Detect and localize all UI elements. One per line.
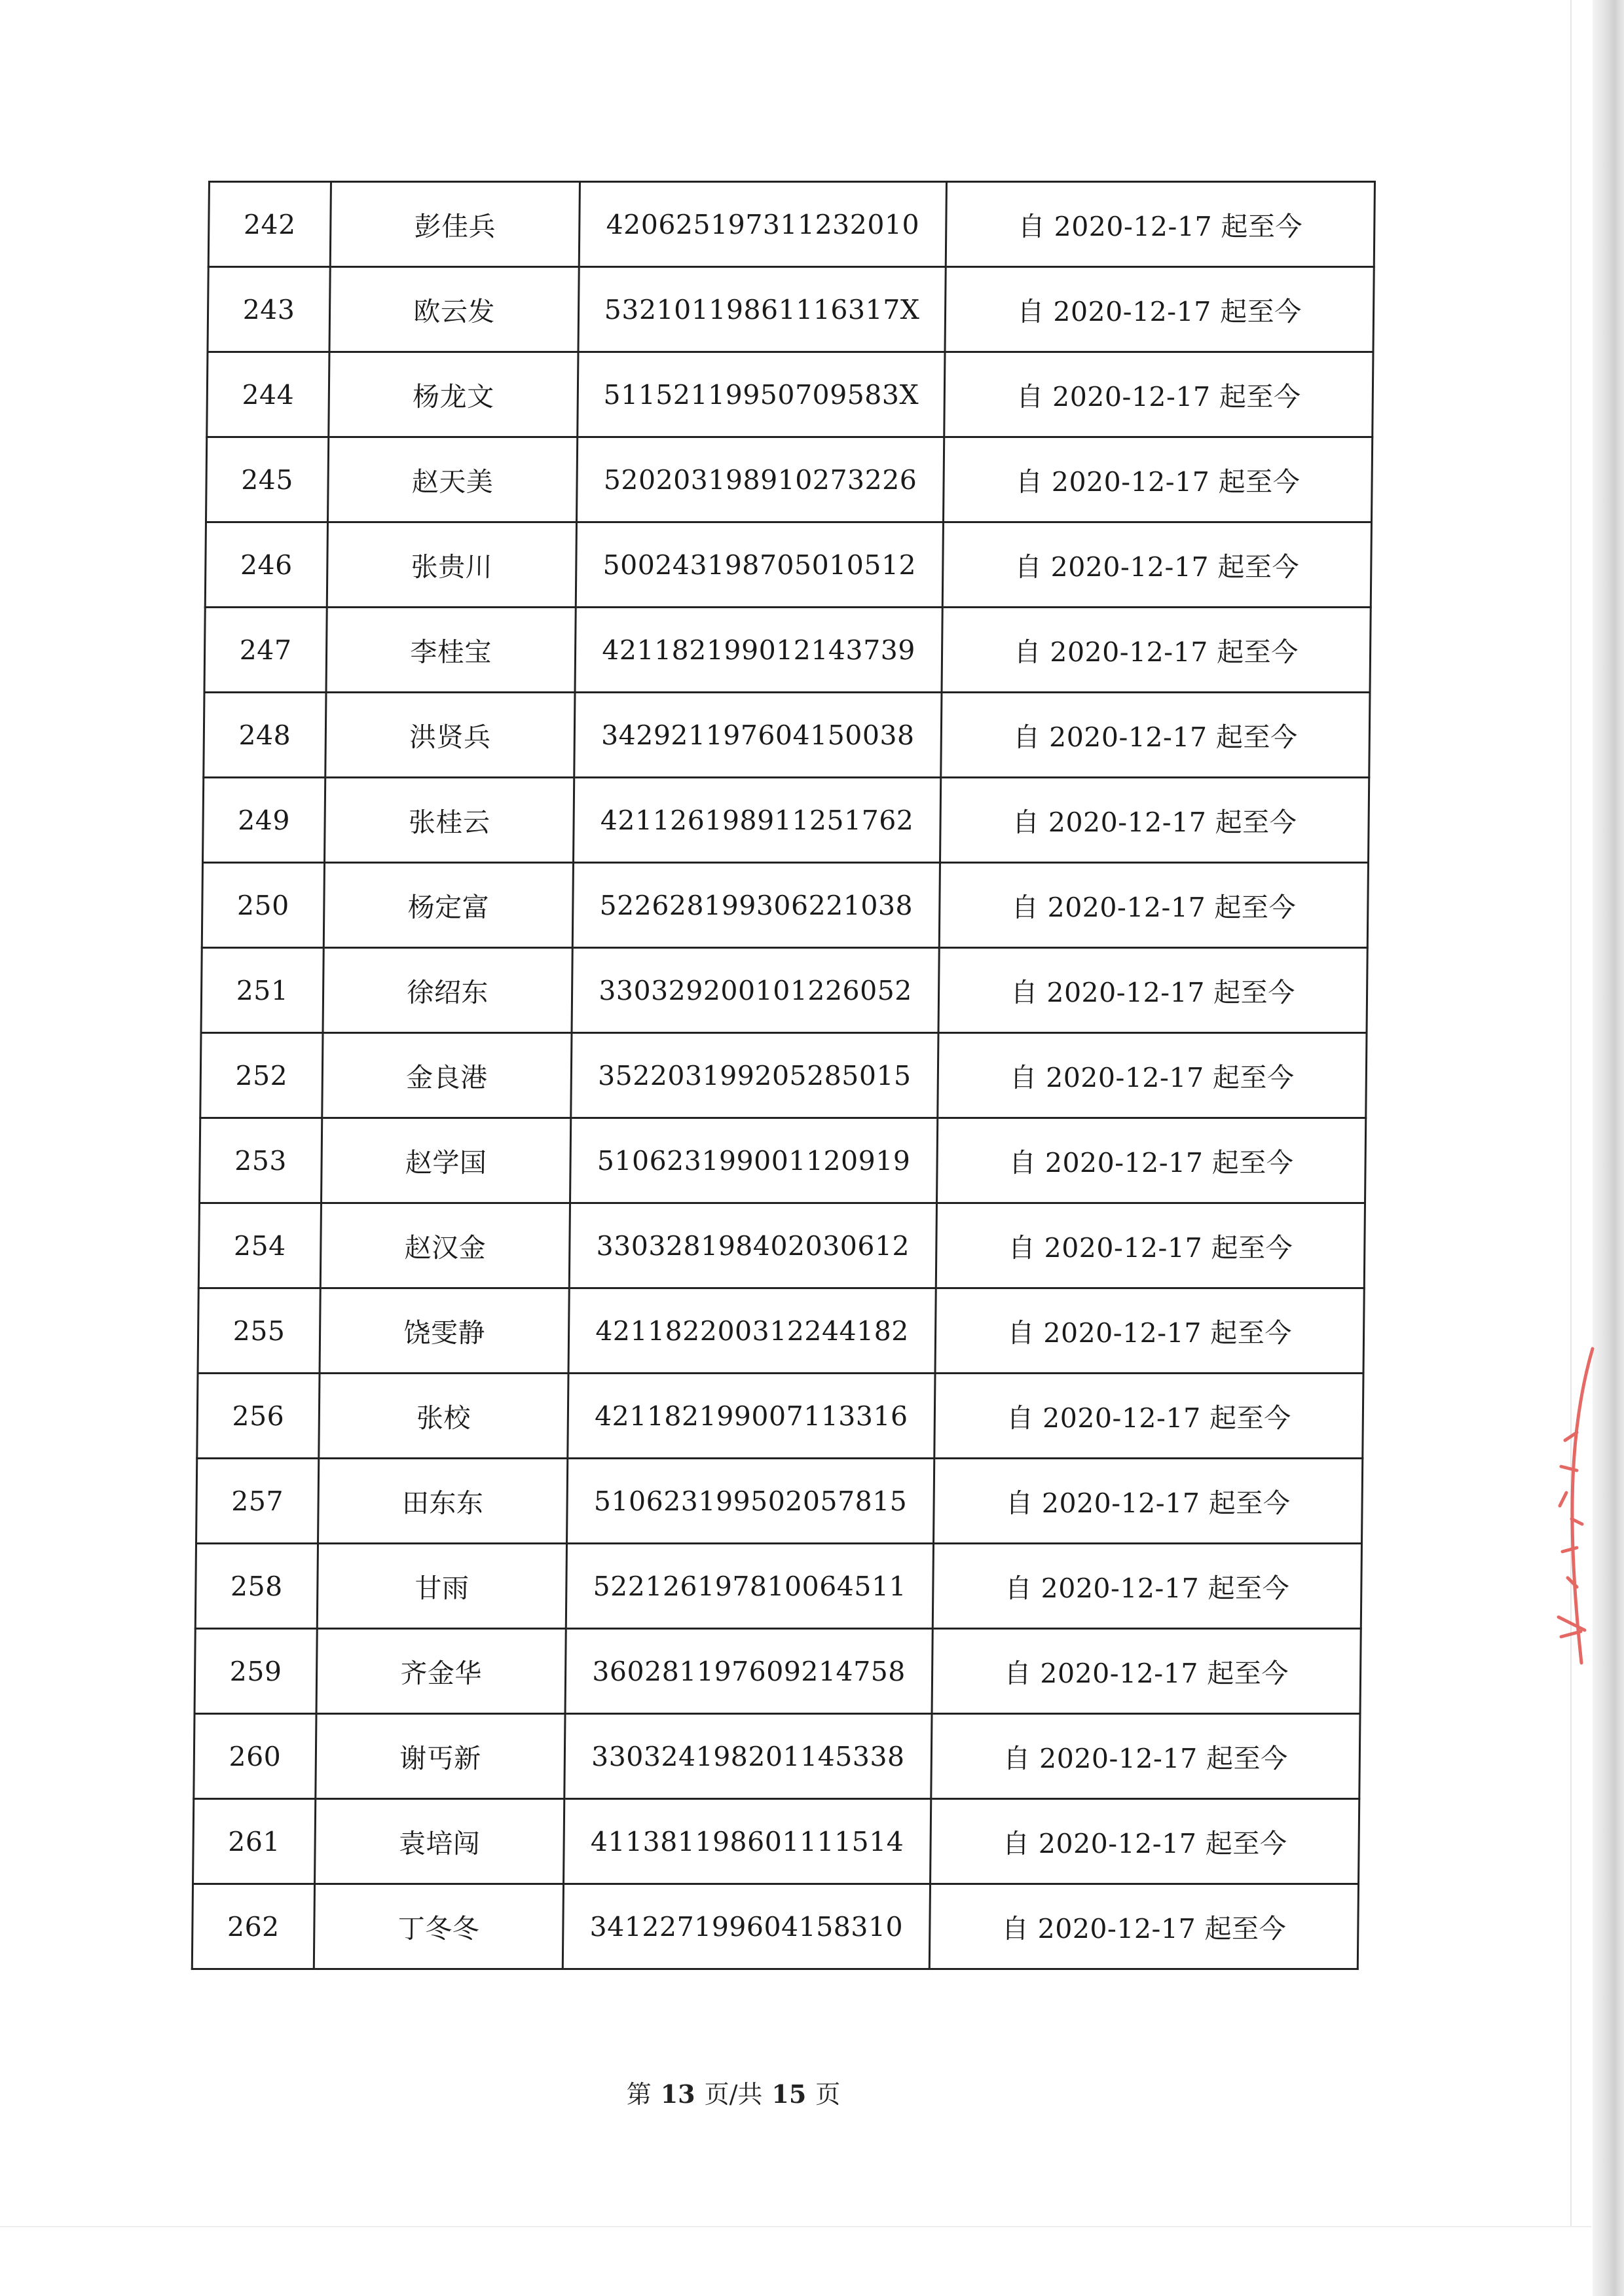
period: 自 2020-12-17 起至今 xyxy=(942,522,1371,608)
table-row xyxy=(208,267,1374,352)
period: 自 2020-12-17 起至今 xyxy=(937,1118,1366,1203)
person-name: 张贵川 xyxy=(327,522,576,608)
table-row xyxy=(194,1629,1361,1714)
period: 自 2020-12-17 起至今 xyxy=(946,182,1375,267)
row-number: 247 xyxy=(204,608,327,693)
id-number: 421126198911251762 xyxy=(574,778,941,863)
table-row xyxy=(204,693,1370,778)
person-name: 田东东 xyxy=(318,1459,568,1544)
id-number: 342921197604150038 xyxy=(574,693,942,778)
roster-table xyxy=(191,181,1376,1970)
row-number: 257 xyxy=(196,1459,319,1544)
table-row xyxy=(204,608,1371,693)
person-name: 赵学国 xyxy=(322,1118,571,1203)
period: 自 2020-12-17 起至今 xyxy=(929,1884,1358,1969)
period: 自 2020-12-17 起至今 xyxy=(935,1288,1364,1374)
person-name: 金良港 xyxy=(322,1033,572,1118)
row-number: 260 xyxy=(194,1714,316,1799)
scan-bottom-line xyxy=(0,2226,1591,2227)
id-number: 330324198201145338 xyxy=(564,1714,932,1799)
seal-arc xyxy=(1572,1349,1593,1663)
roster-table-container xyxy=(191,181,1374,1970)
id-number: 421182199007113316 xyxy=(568,1374,935,1459)
id-number: 51152119950709583X xyxy=(578,352,945,437)
person-name: 欧云发 xyxy=(329,267,579,352)
row-number: 251 xyxy=(201,948,323,1033)
footer-prefix: 第 xyxy=(626,2080,652,2109)
id-number: 420625197311232010 xyxy=(579,182,946,267)
table-row xyxy=(198,1203,1365,1288)
period: 自 2020-12-17 起至今 xyxy=(931,1799,1359,1884)
row-number: 252 xyxy=(200,1033,323,1118)
id-number: 510623199001120919 xyxy=(570,1118,938,1203)
table-row xyxy=(200,1118,1366,1203)
table-row xyxy=(207,352,1373,437)
person-name: 齐金华 xyxy=(316,1629,566,1714)
id-number: 510623199502057815 xyxy=(567,1459,934,1544)
person-name: 张桂云 xyxy=(325,778,574,863)
table-row xyxy=(195,1544,1361,1629)
current-page-number: 13 xyxy=(660,2079,695,2109)
seal-lower-strokes xyxy=(1559,1617,1585,1637)
id-number: 520203198910273226 xyxy=(576,437,944,522)
id-number: 522126197810064511 xyxy=(566,1544,933,1629)
period: 自 2020-12-17 起至今 xyxy=(934,1374,1363,1459)
table-row xyxy=(200,1033,1367,1118)
period: 自 2020-12-17 起至今 xyxy=(934,1459,1363,1544)
table-row xyxy=(206,437,1372,522)
row-number: 262 xyxy=(192,1884,314,1969)
period: 自 2020-12-17 起至今 xyxy=(932,1544,1361,1629)
period: 自 2020-12-17 起至今 xyxy=(936,1203,1365,1288)
row-number: 249 xyxy=(203,778,325,863)
person-name: 谢丐新 xyxy=(316,1714,565,1799)
table-row xyxy=(208,182,1375,267)
page-footer xyxy=(0,2074,1624,2110)
row-number: 244 xyxy=(207,352,329,437)
footer-suffix: 页 xyxy=(815,2080,841,2109)
person-name: 饶雯静 xyxy=(320,1288,569,1374)
person-name: 徐绍东 xyxy=(323,948,572,1033)
id-number: 522628199306221038 xyxy=(572,863,940,948)
person-name: 赵天美 xyxy=(327,437,577,522)
row-number: 254 xyxy=(198,1203,321,1288)
period: 自 2020-12-17 起至今 xyxy=(942,608,1371,693)
row-number: 242 xyxy=(208,182,331,267)
row-number: 243 xyxy=(208,267,330,352)
row-number: 255 xyxy=(198,1288,320,1374)
period: 自 2020-12-17 起至今 xyxy=(931,1714,1360,1799)
row-number: 258 xyxy=(195,1544,318,1629)
total-page-count: 15 xyxy=(771,2079,807,2109)
row-number: 248 xyxy=(204,693,326,778)
id-number: 360281197609214758 xyxy=(565,1629,932,1714)
row-number: 261 xyxy=(193,1799,316,1884)
person-name: 张校 xyxy=(319,1374,568,1459)
table-row xyxy=(202,863,1368,948)
table-row xyxy=(198,1288,1364,1374)
person-name: 杨龙文 xyxy=(329,352,578,437)
table-row xyxy=(193,1799,1359,1884)
period: 自 2020-12-17 起至今 xyxy=(938,1033,1367,1118)
period: 自 2020-12-17 起至今 xyxy=(939,863,1368,948)
person-name: 袁培闯 xyxy=(315,1799,564,1884)
table-row xyxy=(203,778,1369,863)
period: 自 2020-12-17 起至今 xyxy=(940,778,1369,863)
person-name: 赵汉金 xyxy=(320,1203,570,1288)
scan-line xyxy=(1570,0,1572,2226)
row-number: 246 xyxy=(205,522,327,608)
id-number: 421182199012143739 xyxy=(575,608,942,693)
roster-table-body xyxy=(192,182,1375,1969)
row-number: 253 xyxy=(200,1118,322,1203)
person-name: 洪贤兵 xyxy=(325,693,575,778)
person-name: 甘雨 xyxy=(317,1544,566,1629)
row-number: 245 xyxy=(206,437,328,522)
id-number: 341227199604158310 xyxy=(563,1884,930,1969)
id-number: 330329200101226052 xyxy=(572,948,939,1033)
person-name: 彭佳兵 xyxy=(330,182,580,267)
period: 自 2020-12-17 起至今 xyxy=(932,1629,1361,1714)
person-name: 杨定富 xyxy=(323,863,573,948)
id-number: 411381198601111514 xyxy=(564,1799,931,1884)
row-number: 256 xyxy=(197,1374,320,1459)
table-row xyxy=(205,522,1371,608)
id-number: 421182200312244182 xyxy=(568,1288,936,1374)
table-row xyxy=(197,1374,1363,1459)
footer-middle: 页/共 xyxy=(704,2080,763,2109)
row-number: 259 xyxy=(194,1629,317,1714)
period: 自 2020-12-17 起至今 xyxy=(944,352,1373,437)
scan-edge-shadow xyxy=(1593,0,1624,2296)
table-row xyxy=(196,1459,1363,1544)
row-number: 250 xyxy=(202,863,324,948)
period: 自 2020-12-17 起至今 xyxy=(945,267,1374,352)
table-row xyxy=(192,1884,1358,1969)
id-number: 352203199205285015 xyxy=(571,1033,938,1118)
seal-stamp-icon xyxy=(1552,1342,1598,1669)
period: 自 2020-12-17 起至今 xyxy=(943,437,1372,522)
id-number: 330328198402030612 xyxy=(569,1203,936,1288)
person-name: 丁冬冬 xyxy=(314,1884,563,1969)
period: 自 2020-12-17 起至今 xyxy=(941,693,1370,778)
table-row xyxy=(201,948,1367,1033)
id-number: 500243198705010512 xyxy=(576,522,943,608)
table-row xyxy=(194,1714,1360,1799)
id-number: 53210119861116317X xyxy=(578,267,946,352)
person-name: 李桂宝 xyxy=(326,608,576,693)
period: 自 2020-12-17 起至今 xyxy=(938,948,1367,1033)
